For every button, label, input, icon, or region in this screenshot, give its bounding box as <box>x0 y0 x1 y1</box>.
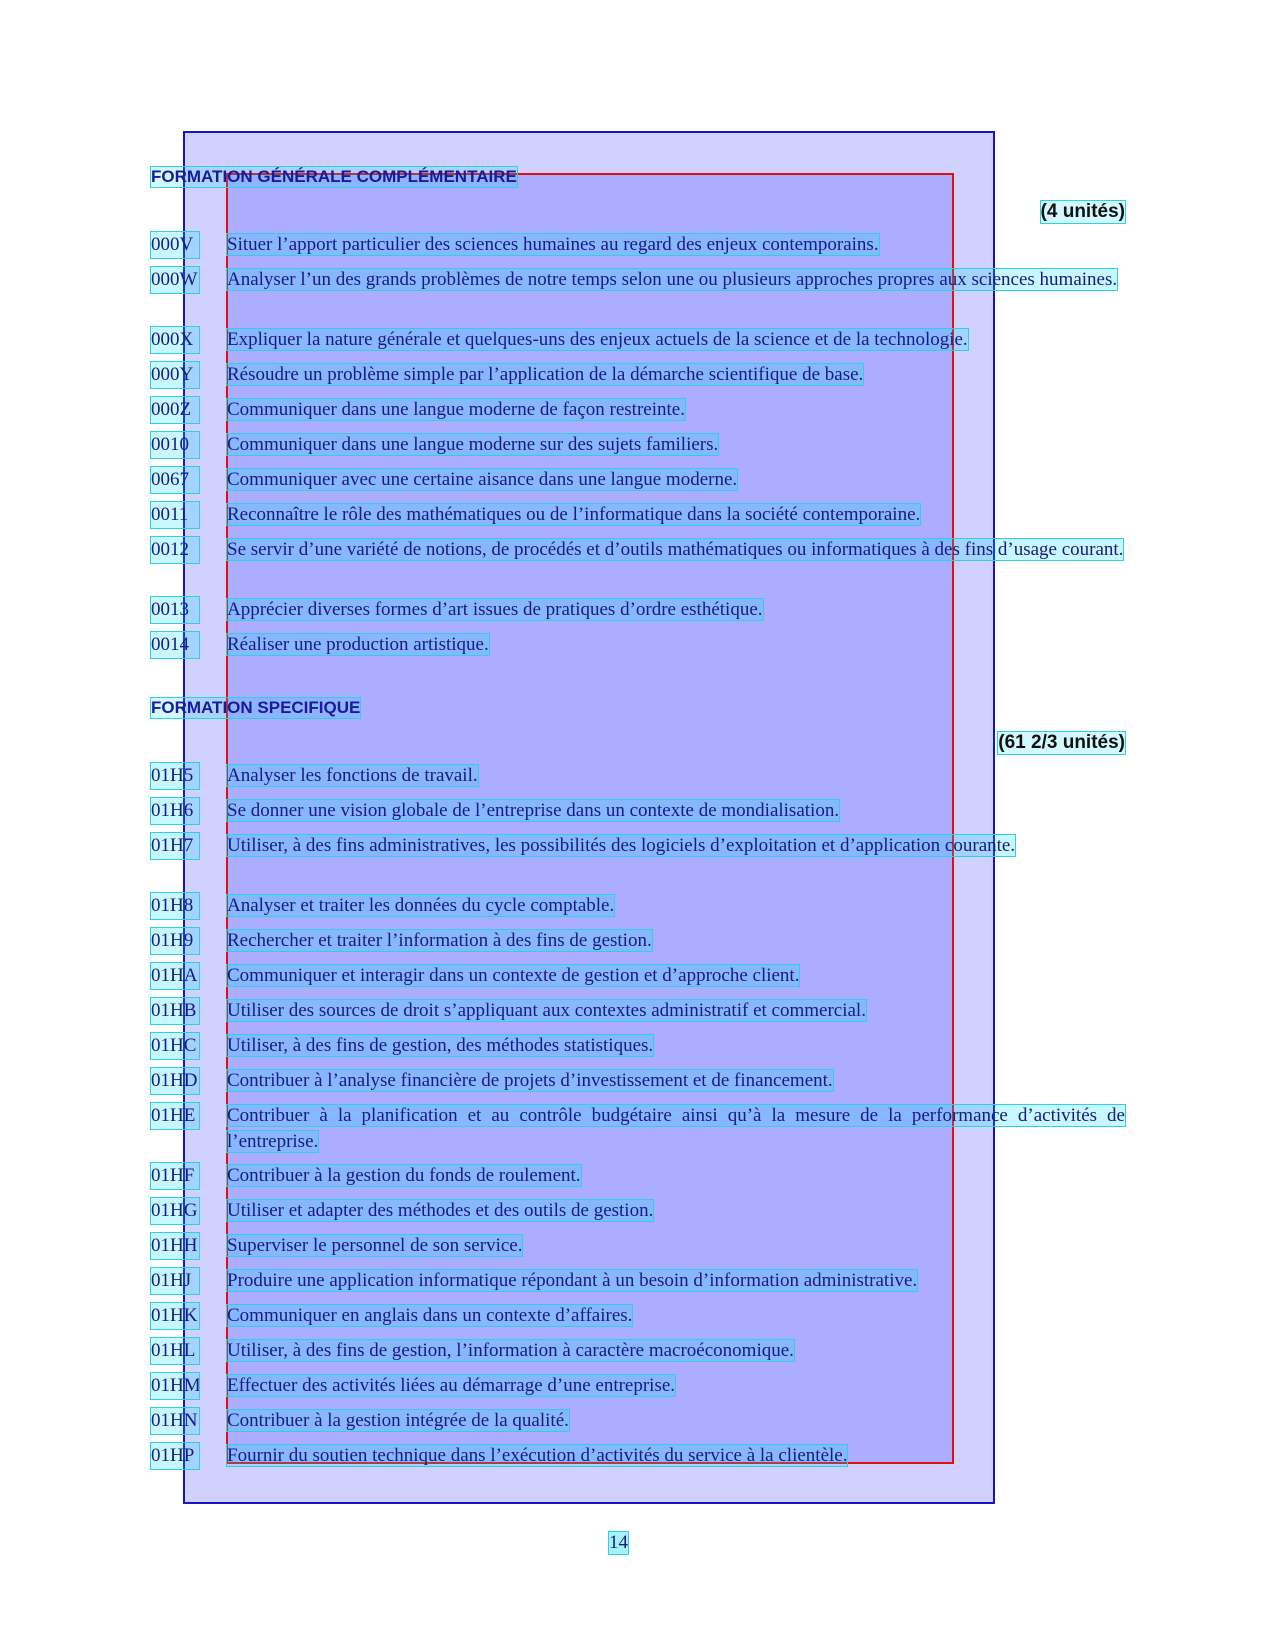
competency-code: 01HP <box>151 1443 199 1469</box>
competency-code: 0010 <box>151 432 199 458</box>
competency-code: 01H6 <box>151 798 199 824</box>
competency-code: 0067 <box>151 467 199 493</box>
competency-text: Résoudre un problème simple par l’application de la démarche scientifique de base. <box>227 364 864 385</box>
competency-code: 000Z <box>151 397 199 423</box>
competency-text: Utiliser, à des fins de gestion, des méthodes statistiques. <box>227 1035 654 1056</box>
units-specific: (61 2/3 unités) <box>998 732 1125 753</box>
competency-code: 01HG <box>151 1198 199 1224</box>
competency-text: Produire une application informatique répondant à un besoin d’information administrative. <box>227 1270 918 1291</box>
competency-text: Réaliser une production artistique. <box>227 634 489 655</box>
competency-text: Se servir d’une variété de notions, de procédés et d’outils mathématiques ou informatiques à des fins d’usage courant. <box>227 539 1124 560</box>
competency-text: Expliquer la nature générale et quelques-uns des enjeux actuels de la science et de la technologie. <box>227 329 968 350</box>
competency-code: 01HN <box>151 1408 199 1434</box>
competency-text: Effectuer des activités liées au démarrage d’une entreprise. <box>227 1375 676 1396</box>
competency-text: Analyser et traiter les données du cycle comptable. <box>227 895 615 916</box>
competency-text: Communiquer avec une certaine aisance dans une langue moderne. <box>227 469 738 490</box>
competency-text: Contribuer à la gestion du fonds de roulement. <box>227 1165 581 1186</box>
competency-text: Utiliser, à des fins administratives, les possibilités des logiciels d’exploitation et d’application courante. <box>227 835 1016 856</box>
competency-text: Situer l’apport particulier des sciences humaines au regard des enjeux contemporains. <box>227 234 879 255</box>
competency-text: Analyser les fonctions de travail. <box>227 765 478 786</box>
competency-text: Communiquer dans une langue moderne sur des sujets familiers. <box>227 434 719 455</box>
competency-text: Reconnaître le rôle des mathématiques ou de l’informatique dans la société contemporaine. <box>227 504 921 525</box>
competency-code: 01H7 <box>151 833 199 859</box>
competency-text: Utiliser et adapter des méthodes et des outils de gestion. <box>227 1200 654 1221</box>
competency-code: 01H8 <box>151 893 199 919</box>
competency-code: 01HA <box>151 963 199 989</box>
competency-code: 000Y <box>151 362 199 388</box>
competency-code: 01HM <box>151 1373 199 1399</box>
competency-code: 01H9 <box>151 928 199 954</box>
competency-text: Contribuer à l’analyse financière de projets d’investissement et de financement. <box>227 1070 833 1091</box>
competency-text: Contribuer à la gestion intégrée de la qualité. <box>227 1410 569 1431</box>
competency-code: 01HK <box>151 1303 199 1329</box>
document-content <box>151 0 1125 1651</box>
competency-code: 0011 <box>151 502 199 528</box>
competency-code: 0012 <box>151 537 199 563</box>
competency-text: Rechercher et traiter l’information à des fins de gestion. <box>227 930 652 951</box>
competency-text: Superviser le personnel de son service. <box>227 1235 523 1256</box>
section-title-general: FORMATION GÉNÉRALE COMPLÉMENTAIRE <box>151 167 517 186</box>
competency-code: 01HE <box>151 1103 199 1129</box>
competency-text: Communiquer et interagir dans un contexte de gestion et d’approche client. <box>227 965 800 986</box>
competency-code: 01H5 <box>151 763 199 789</box>
competency-code: 01HD <box>151 1068 199 1094</box>
competency-text: Analyser l’un des grands problèmes de notre temps selon une ou plusieurs approches propres aux sciences humaines. <box>227 269 1118 290</box>
units-general: (4 unités) <box>1040 201 1125 222</box>
competency-code: 01HH <box>151 1233 199 1259</box>
competency-text: Utiliser, à des fins de gestion, l’information à caractère macroéconomique. <box>227 1340 794 1361</box>
section-title-specific: FORMATION SPECIFIQUE <box>151 698 361 717</box>
competency-code: 000X <box>151 327 199 353</box>
competency-code: 0014 <box>151 632 199 658</box>
competency-text: Utiliser des sources de droit s’appliquant aux contextes administratif et commercial. <box>227 1000 866 1021</box>
competency-code: 01HC <box>151 1033 199 1059</box>
page-number: 14 <box>609 1532 628 1553</box>
competency-text: Communiquer dans une langue moderne de façon restreinte. <box>227 399 685 420</box>
competency-code: 01HL <box>151 1338 199 1364</box>
competency-code: 01HF <box>151 1163 199 1189</box>
competency-text: Fournir du soutien technique dans l’exécution d’activités du service à la clientèle. <box>227 1445 848 1466</box>
competency-text: Se donner une vision globale de l’entreprise dans un contexte de mondialisation. <box>227 800 840 821</box>
competency-code: 01HJ <box>151 1268 199 1294</box>
competency-code: 000W <box>151 267 199 293</box>
competency-code: 01HB <box>151 998 199 1024</box>
competency-text: Contribuer à la planification et au contrôle budgétaire ainsi qu’à la mesure de la performance d’activités de l’entreprise. <box>227 1105 1125 1152</box>
competency-code: 000V <box>151 232 199 258</box>
competency-text: Apprécier diverses formes d’art issues de pratiques d’ordre esthétique. <box>227 599 763 620</box>
competency-text: Communiquer en anglais dans un contexte d’affaires. <box>227 1305 633 1326</box>
competency-code: 0013 <box>151 597 199 623</box>
